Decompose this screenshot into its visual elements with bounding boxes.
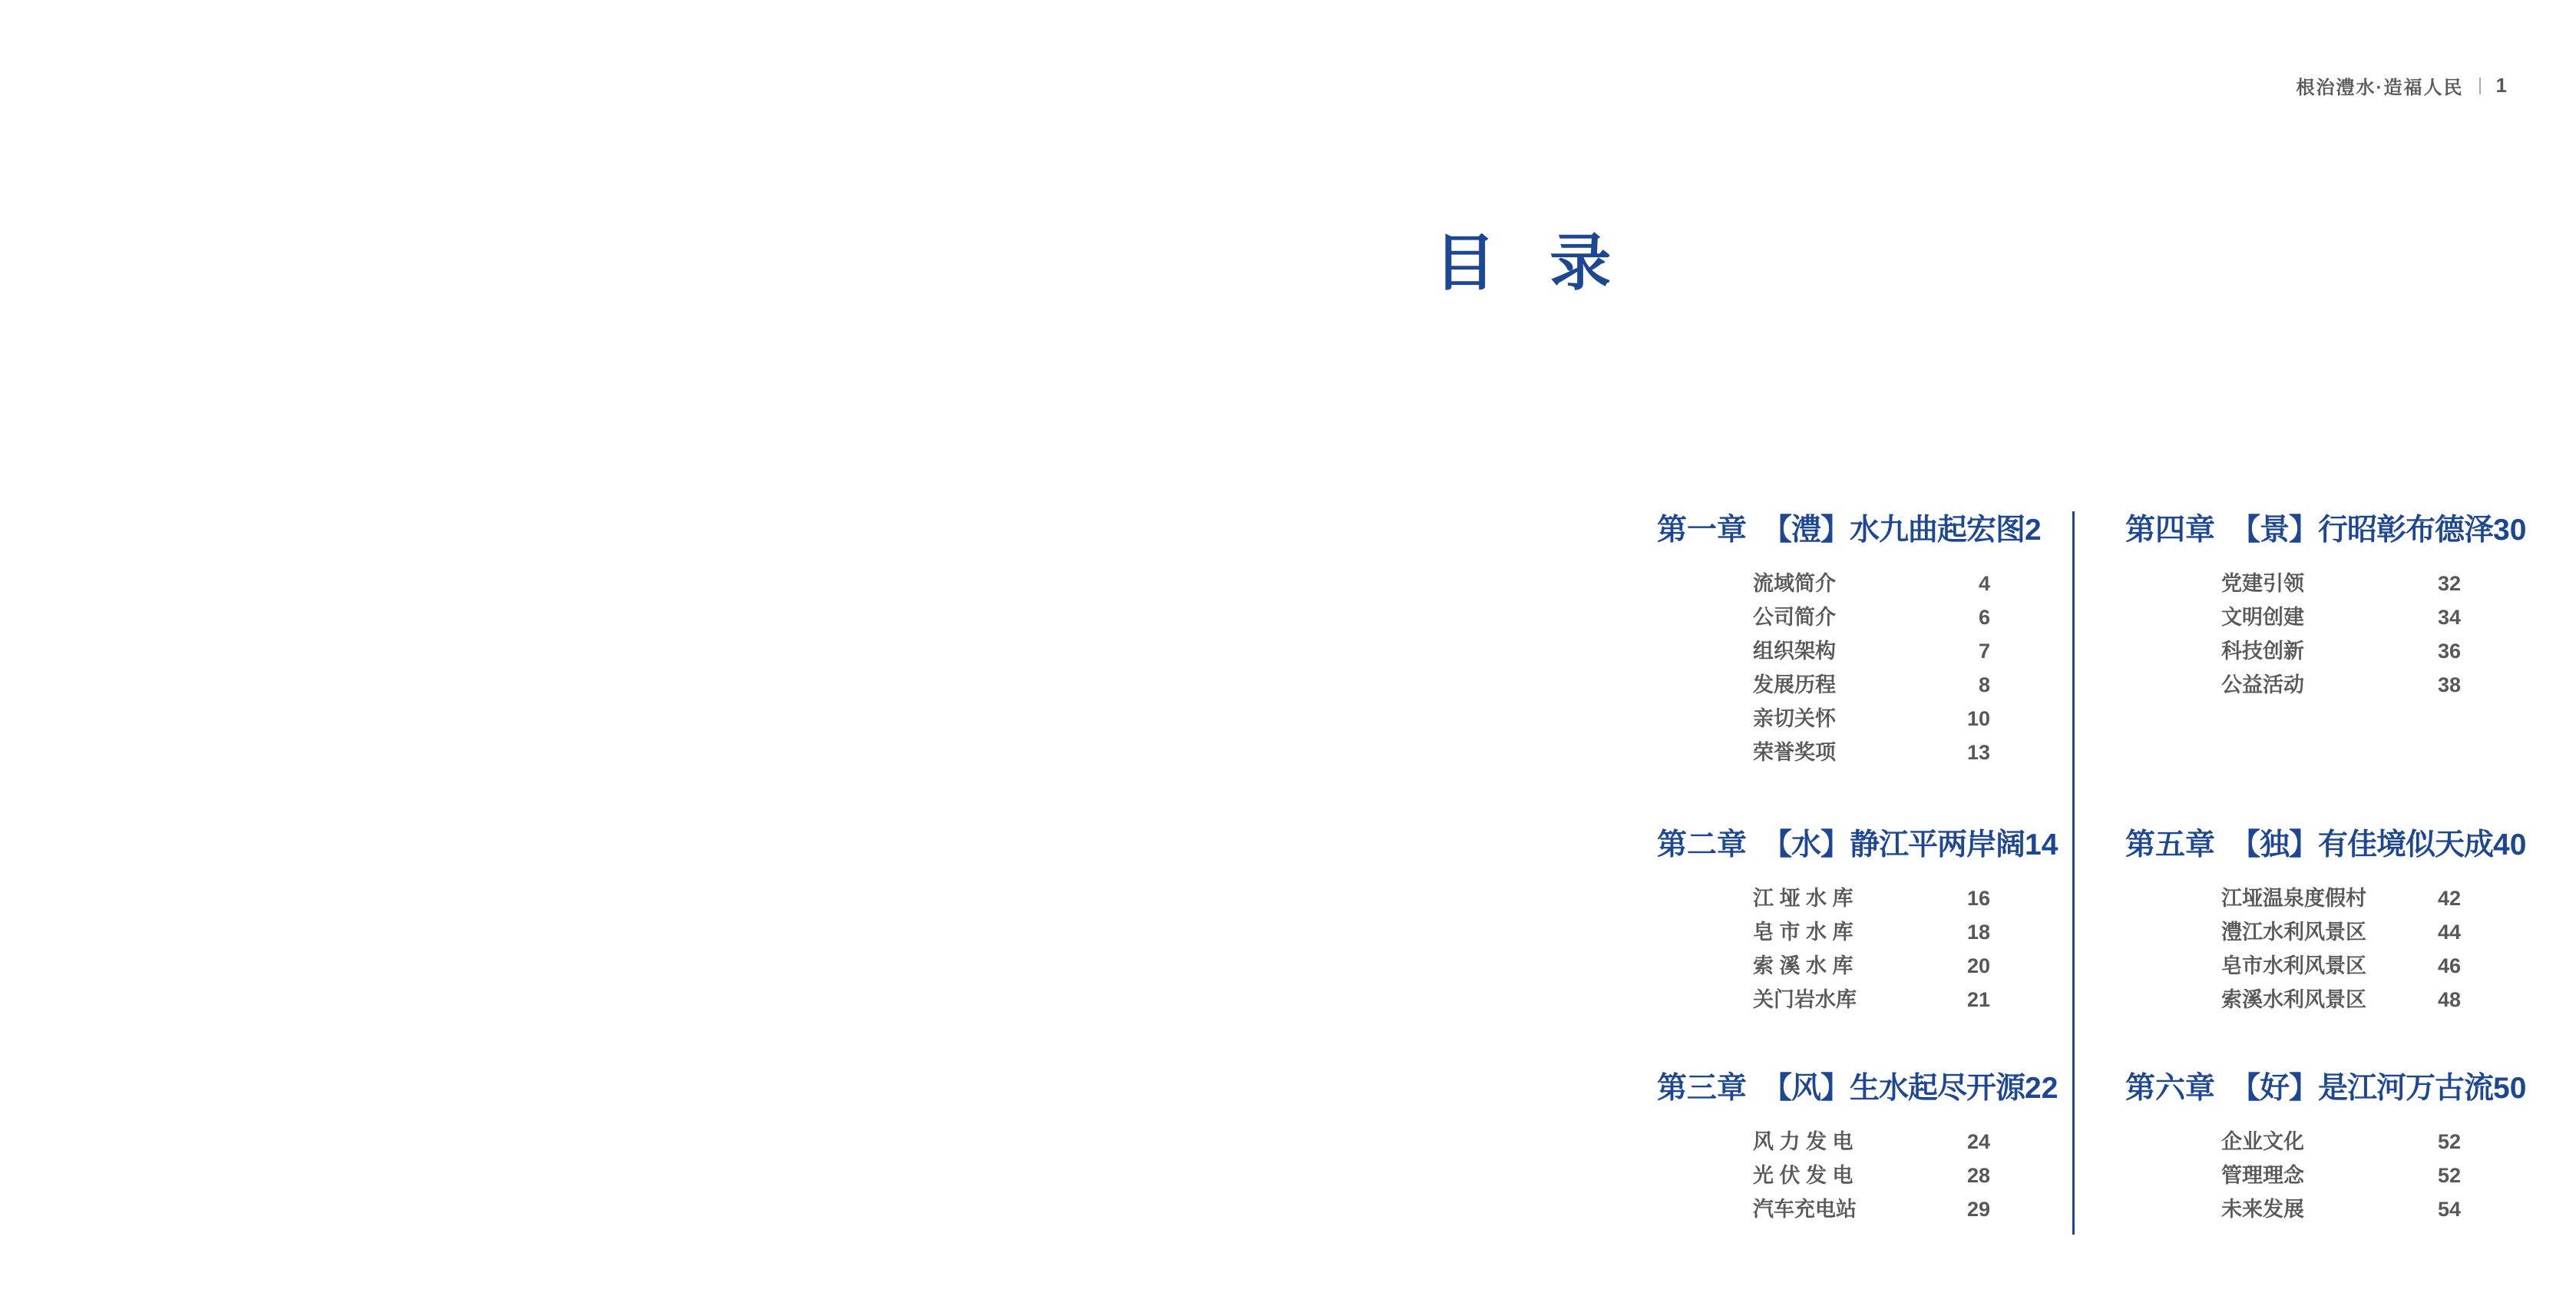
- toc-item-page-number: 52: [2437, 1130, 2461, 1153]
- chapter-label: 第一章: [1657, 514, 1748, 547]
- toc-item: [1753, 567, 1990, 600]
- toc-item: [1753, 1159, 1990, 1192]
- toc-item-page-number: 4: [1978, 572, 1990, 595]
- toc-item-label: 发展历程: [1753, 673, 1836, 696]
- toc-item-page-number: 52: [2437, 1164, 2461, 1187]
- toc-item: [2221, 567, 2461, 600]
- toc-item-page-number: 18: [1966, 921, 1990, 944]
- toc-item-page-number: 32: [2437, 572, 2461, 595]
- toc-item: [1753, 634, 1990, 668]
- toc-item: [2221, 668, 2461, 702]
- toc-item-page-number: 13: [1966, 741, 1990, 764]
- toc-item-page-number: 24: [1966, 1130, 1990, 1153]
- toc-item: [1753, 736, 1990, 769]
- page-title: 目 录: [1434, 228, 1613, 297]
- toc-item-label: 组织架构: [1753, 640, 1836, 663]
- toc-item: [2221, 1125, 2461, 1159]
- toc-chapter: [2125, 828, 2527, 1017]
- toc-item-label: 管理理念: [2221, 1164, 2304, 1187]
- header-separator: [2479, 78, 2481, 94]
- chapter-page-number: 30: [2493, 514, 2527, 547]
- toc-item: [2221, 949, 2461, 983]
- toc-item: [2221, 634, 2461, 668]
- toc-item-label: 企业文化: [2221, 1130, 2304, 1153]
- chapter-items: [2125, 567, 2461, 702]
- chapter-row: [1657, 828, 2058, 863]
- chapter-label: 第二章: [1657, 828, 1748, 861]
- toc-item-label: 汽车充电站: [1753, 1198, 1857, 1221]
- toc-item: [2221, 881, 2461, 915]
- toc-chapter: [1657, 513, 2042, 769]
- toc-chapter: [2125, 1071, 2527, 1226]
- toc-item-label: 科技创新: [2221, 640, 2304, 663]
- chapter-title: 【好】是江河万古流: [2230, 1072, 2494, 1105]
- toc-item-page-number: 38: [2437, 673, 2461, 696]
- toc-item-page-number: 29: [1966, 1198, 1990, 1221]
- toc-item-label: 公司简介: [1753, 606, 1836, 629]
- chapter-row: [2125, 513, 2527, 548]
- toc-item: [1753, 881, 1990, 915]
- toc-item-label: 皂 市 水 库: [1753, 921, 1853, 944]
- toc-chapter: [1657, 1071, 2058, 1226]
- chapter-items: [2125, 1125, 2461, 1226]
- toc-item: [1753, 1192, 1990, 1226]
- toc-item-page-number: 28: [1966, 1164, 1990, 1187]
- chapter-items: [2125, 881, 2461, 1017]
- chapter-page-number: 50: [2493, 1072, 2527, 1105]
- chapter-title: 【风】生水起尽开源: [1762, 1072, 2025, 1105]
- toc-item-page-number: 36: [2437, 640, 2461, 663]
- header-slogan: 根治澧水·造福人民: [2296, 78, 2464, 98]
- chapter-title: 【澧】水九曲起宏图: [1762, 514, 2025, 547]
- chapter-title: 【水】静江平两岸阔: [1762, 828, 2025, 861]
- toc-item-label: 未来发展: [2221, 1198, 2304, 1221]
- toc-item-label: 亲切关怀: [1753, 707, 1836, 730]
- chapter-row: [2125, 828, 2527, 863]
- toc-item: [1753, 983, 1990, 1017]
- toc-chapter: [1657, 828, 2058, 1017]
- toc-item-label: 江垭温泉度假村: [2221, 887, 2366, 910]
- toc-item-page-number: 21: [1966, 988, 1990, 1011]
- toc-item-label: 皂市水利风景区: [2221, 954, 2366, 977]
- toc-item: [1753, 600, 1990, 634]
- chapter-title: 【独】有佳境似天成: [2230, 828, 2494, 861]
- chapter-page-number: 22: [2025, 1072, 2058, 1105]
- toc-item: [1753, 1125, 1990, 1159]
- toc-item-page-number: 34: [2437, 606, 2461, 629]
- toc-item-page-number: 44: [2437, 921, 2461, 944]
- toc-item-label: 光 伏 发 电: [1753, 1164, 1853, 1187]
- toc-item: [2221, 600, 2461, 634]
- chapter-label: 第五章: [2125, 828, 2216, 861]
- chapter-label: 第四章: [2125, 514, 2216, 547]
- chapter-title: 【景】行昭彰布德泽: [2230, 514, 2494, 547]
- toc-item-label: 关门岩水库: [1753, 988, 1857, 1011]
- toc-item-label: 文明创建: [2221, 606, 2304, 629]
- chapter-row: [1657, 1071, 2058, 1106]
- toc-item-label: 党建引领: [2221, 572, 2304, 595]
- toc-item-page-number: 54: [2437, 1198, 2461, 1221]
- chapter-row: [1657, 513, 2042, 548]
- chapter-row: [2125, 1071, 2527, 1106]
- toc-item-label: 风 力 发 电: [1753, 1130, 1853, 1153]
- chapter-page-number: 2: [2025, 514, 2042, 547]
- toc-item: [1753, 915, 1990, 949]
- toc-item: [2221, 915, 2461, 949]
- chapter-items: [1657, 881, 1990, 1017]
- chapter-items: [1657, 1125, 1990, 1226]
- running-header: [2297, 72, 2507, 99]
- toc-item-label: 公益活动: [2221, 673, 2304, 696]
- chapter-label: 第三章: [1657, 1072, 1748, 1105]
- toc-item: [2221, 983, 2461, 1017]
- header-page-number: 1: [2495, 74, 2507, 97]
- toc-item-label: 索 溪 水 库: [1753, 954, 1853, 977]
- chapter-page-number: 14: [2025, 828, 2058, 861]
- toc-item-page-number: 10: [1966, 707, 1990, 730]
- toc-item-page-number: 46: [2437, 954, 2461, 977]
- toc-chapter: [2125, 513, 2527, 702]
- toc-item: [2221, 1159, 2461, 1192]
- toc-item: [1753, 949, 1990, 983]
- toc-item-label: 荣誉奖项: [1753, 741, 1836, 764]
- toc-item: [1753, 668, 1990, 702]
- toc-item-page-number: 8: [1978, 673, 1990, 696]
- toc-item-label: 江 垭 水 库: [1753, 887, 1853, 910]
- toc-item-page-number: 16: [1966, 887, 1990, 910]
- chapter-items: [1657, 567, 1990, 769]
- toc-item-label: 澧江水利风景区: [2221, 921, 2366, 944]
- toc-item: [2221, 1192, 2461, 1226]
- toc-item-label: 流域简介: [1753, 572, 1836, 595]
- chapter-label: 第六章: [2125, 1072, 2216, 1105]
- toc-item-page-number: 48: [2437, 988, 2461, 1011]
- toc-column-divider: [2072, 511, 2075, 1235]
- chapter-page-number: 40: [2493, 828, 2527, 861]
- toc-item-page-number: 7: [1978, 640, 1990, 663]
- toc-item: [1753, 702, 1990, 736]
- toc-item-page-number: 20: [1966, 954, 1990, 977]
- toc-item-page-number: 6: [1978, 606, 1990, 629]
- toc-item-page-number: 42: [2437, 887, 2461, 910]
- toc-item-label: 索溪水利风景区: [2221, 988, 2366, 1011]
